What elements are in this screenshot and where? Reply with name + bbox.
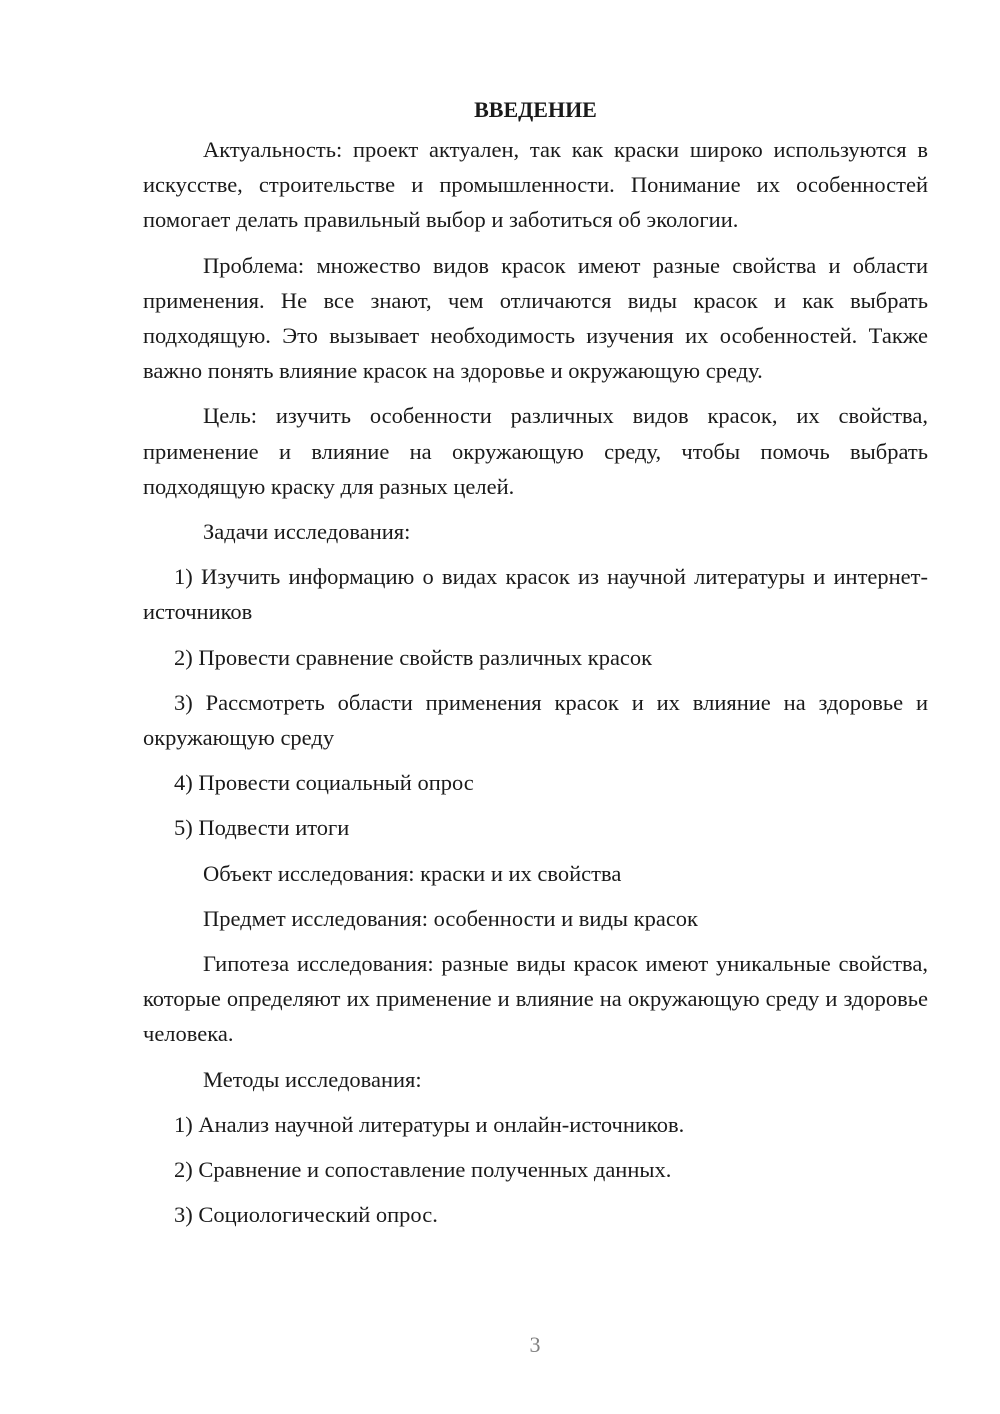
task-item: 5) Подвести итоги (174, 815, 350, 841)
method-item: 2) Сравнение и сопоставление полученных данных. (174, 1157, 672, 1183)
task-item: 1) Изучить информацию о видах красок из научной литературы и интернет-источников (143, 564, 928, 625)
section-heading: ВВЕДЕНИЕ (474, 97, 597, 122)
methods-title: Методы исследования: (203, 1066, 422, 1092)
relevance-paragraph: Актуальность: проект актуален, так как краски широко используются в искусстве, строительстве и промышленности. Понимание их особенностей помогает делать правильный выбор и заботиться об экологии. (143, 137, 928, 233)
subject-paragraph: Предмет исследования: особенности и виды красок (203, 905, 698, 931)
task-item: 4) Провести социальный опрос (174, 770, 474, 796)
tasks-title: Задачи исследования: (203, 519, 411, 545)
method-item: 3) Социологический опрос. (174, 1202, 438, 1228)
problem-paragraph: Проблема: множество видов красок имеют разные свойства и области применения. Не все знают, чем отличаются виды красок и как выбрать подходящую. Это вызывает необходимость изучения их особенностей. Также важно понять влияние красок на здоровье и окружающую среду. (143, 252, 928, 384)
hypothesis-paragraph: Гипотеза исследования: разные виды красок имеют уникальные свойства, которые определяют их применение и влияние на окружающую среду и здоровье человека. (143, 951, 928, 1047)
task-item: 3) Рассмотреть области применения красок и их влияние на здоровье и окружающую среду (143, 689, 928, 751)
document-page (143, 92, 928, 1242)
method-item: 1) Анализ научной литературы и онлайн-источников. (174, 1111, 685, 1137)
object-paragraph: Объект исследования: краски и их свойства (203, 860, 622, 886)
page-number: 3 (529, 1332, 541, 1357)
task-item: 2) Провести сравнение свойств различных красок (174, 644, 653, 670)
goal-paragraph: Цель: изучить особенности различных видов красок, их свойства, применение и влияние на окружающую среду, чтобы помочь выбрать подходящую краску для разных целей. (143, 403, 928, 499)
